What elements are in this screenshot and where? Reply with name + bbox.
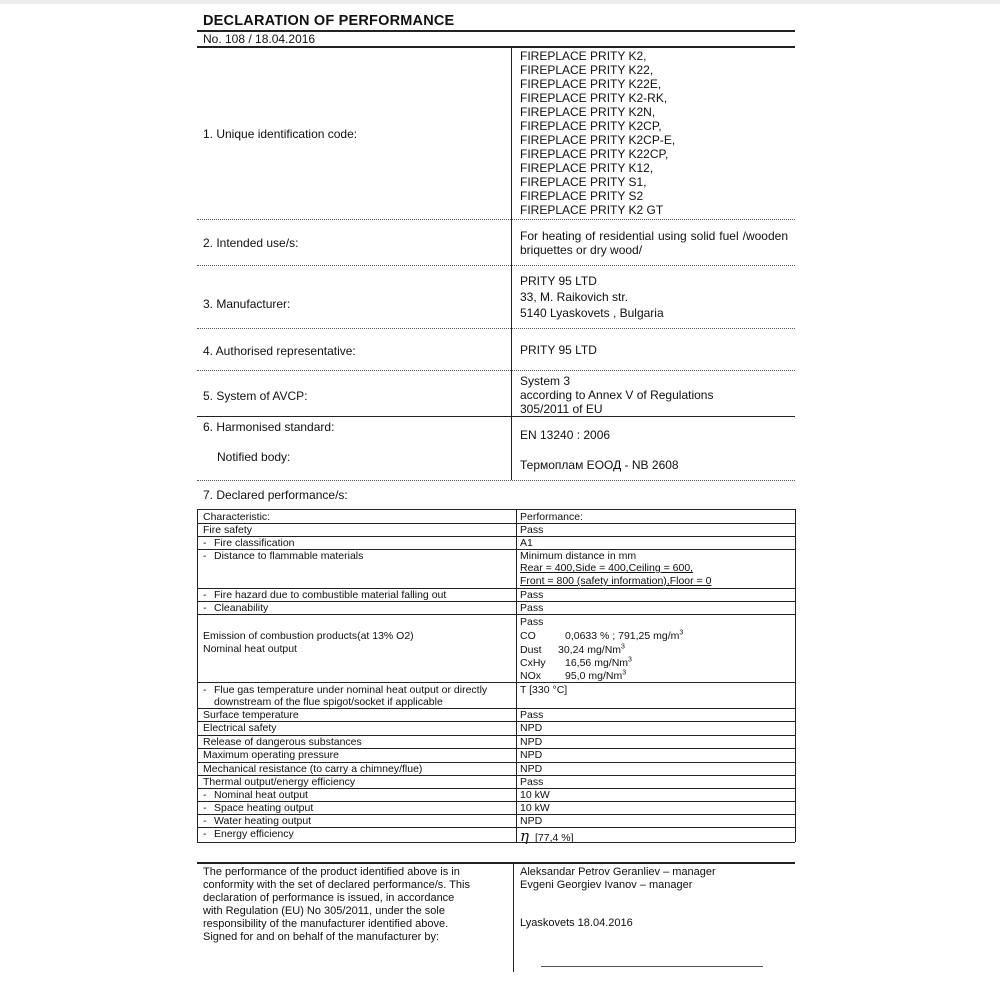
row-energy-efficiency-value: [77,4 %] bbox=[535, 832, 574, 844]
row-mechanical-resistance-value: NPD bbox=[520, 763, 543, 775]
row-surface-temperature: Surface temperature bbox=[203, 709, 299, 721]
declared-performance-label: 7. Declared performance/s: bbox=[203, 488, 348, 502]
row-distance-value-3: Front = 800 (safety information),Floor = 0 bbox=[520, 575, 712, 587]
statement-line: conformity with the set of declared performance/s. This bbox=[203, 879, 470, 891]
row-fire-safety: Fire safety bbox=[203, 524, 253, 536]
table-rule bbox=[197, 614, 795, 615]
column-divider bbox=[511, 46, 512, 480]
row-dash: - bbox=[203, 589, 207, 601]
intended-use-value: For heating of residential using solid fuel /wooden briquettes or dry wood/ bbox=[520, 229, 788, 257]
cxhy-value: 16,56 mg/Nm$^3$ bbox=[565, 656, 632, 669]
avcp-line: according to Annex V of Regulations bbox=[520, 388, 714, 402]
document-number: No. 108 / 18.04.2016 bbox=[203, 32, 316, 46]
row-thermal-output-value: Pass bbox=[520, 776, 544, 788]
code-item: FIREPLACE PRITY K2, bbox=[520, 49, 647, 63]
row-fire-safety-value: Pass bbox=[520, 524, 544, 536]
notified-body-value: Термоплам ЕООД - NB 2608 bbox=[520, 458, 679, 472]
table-rule bbox=[197, 509, 795, 510]
eta-symbol: η bbox=[520, 827, 529, 845]
avcp-line: 305/2011 of EU bbox=[520, 402, 603, 416]
row-dash: - bbox=[203, 537, 207, 549]
row-energy-efficiency: Energy efficiency bbox=[214, 828, 294, 840]
column-header-characteristic: Characteristic: bbox=[203, 511, 271, 523]
row-dash: - bbox=[203, 828, 207, 840]
row-dash: - bbox=[203, 684, 207, 696]
row-electrical-safety: Electrical safety bbox=[203, 722, 277, 734]
row-mechanical-resistance: Mechanical resistance (to carry a chimney/flue) bbox=[203, 763, 423, 775]
row-dash: - bbox=[203, 789, 207, 801]
representative-value: PRITY 95 LTD bbox=[520, 343, 597, 357]
rule bbox=[197, 416, 795, 417]
row-distance: Distance to flammable materials bbox=[214, 550, 364, 562]
row-fire-classification-value: A1 bbox=[520, 537, 533, 549]
document-title: DECLARATION OF PERFORMANCE bbox=[203, 13, 455, 29]
nox-label: NOx bbox=[520, 670, 541, 682]
page-top-shade bbox=[0, 0, 1000, 4]
signature-line bbox=[541, 966, 763, 967]
table-rule bbox=[197, 842, 795, 843]
code-item: FIREPLACE PRITY K22, bbox=[520, 63, 654, 77]
row-water-heating-output-value: NPD bbox=[520, 815, 543, 827]
code-item: FIREPLACE PRITY K22E, bbox=[520, 77, 662, 91]
divider bbox=[197, 219, 795, 220]
co-label: CO bbox=[520, 630, 536, 642]
co-value: 0,0633 % ; 791,25 $mg/m^3$ bbox=[565, 629, 684, 642]
harmonised-standard-label: 6. Harmonised standard: bbox=[203, 420, 335, 434]
address-line: PRITY 95 LTD bbox=[520, 274, 597, 288]
divider bbox=[197, 480, 795, 481]
unique-id-label: 1. Unique identification code: bbox=[203, 127, 358, 141]
avcp-line: System 3 bbox=[520, 374, 571, 388]
row-max-pressure: Maximum operating pressure bbox=[203, 749, 339, 761]
row-dangerous-substances: Release of dangerous substances bbox=[203, 736, 362, 748]
row-distance-value-1: Minimum distance in mm bbox=[520, 550, 637, 562]
dust-label: Dust bbox=[520, 644, 542, 656]
signer-2: Evgeni Georgiev Ivanov – manager bbox=[520, 879, 693, 891]
row-emission-heat-output: Nominal heat output bbox=[203, 643, 297, 655]
code-item: FIREPLACE PRITY K12, bbox=[520, 161, 654, 175]
code-item: FIREPLACE PRITY K2CP-E, bbox=[520, 133, 676, 147]
row-dash: - bbox=[203, 602, 207, 614]
table-border-right bbox=[795, 509, 796, 842]
code-item: FIREPLACE PRITY K2CP, bbox=[520, 119, 662, 133]
row-flue-gas: Flue gas temperature under nominal heat output or directly bbox=[214, 684, 488, 696]
statement-line: responsibility of the manufacturer identified above. bbox=[203, 918, 449, 930]
row-fire-hazard: Fire hazard due to combustible material falling out bbox=[214, 589, 447, 601]
code-item: FIREPLACE PRITY S1, bbox=[520, 175, 647, 189]
footer-divider bbox=[513, 862, 514, 972]
row-electrical-safety-value: NPD bbox=[520, 722, 543, 734]
row-fire-hazard-value: Pass bbox=[520, 589, 544, 601]
table-border-left bbox=[197, 509, 198, 842]
row-dash: - bbox=[203, 802, 207, 814]
statement-line: Signed for and on behalf of the manufacturer by: bbox=[203, 931, 440, 943]
unique-id-codes bbox=[520, 49, 675, 217]
notified-body-label: Notified body: bbox=[217, 450, 291, 464]
harmonised-standard-value: EN 13240 : 2006 bbox=[520, 428, 611, 442]
row-distance-value-2: Rear = 400,Side = 400,Ceiling = 600, bbox=[520, 562, 694, 574]
row-water-heating-output: Water heating output bbox=[214, 815, 312, 827]
statement-line: declaration of performance is issued, in accordance bbox=[203, 892, 455, 904]
row-nominal-heat-output: Nominal heat output bbox=[214, 789, 308, 801]
row-surface-temperature-value: Pass bbox=[520, 709, 544, 721]
row-fire-classification: Fire classification bbox=[214, 537, 295, 549]
cxhy-label: CxHy bbox=[520, 657, 546, 669]
row-cleanability: Cleanability bbox=[214, 602, 269, 614]
statement-line: The performance of the product identified above is in bbox=[203, 866, 460, 878]
representative-label: 4. Authorised representative: bbox=[203, 344, 356, 358]
signer-1: Aleksandar Petrov Geranliev – manager bbox=[520, 866, 716, 878]
code-item: FIREPLACE PRITY S2 bbox=[520, 189, 644, 203]
avcp-label: 5. System of AVCP: bbox=[203, 389, 308, 403]
row-emission-pass: Pass bbox=[520, 616, 544, 628]
table-rule bbox=[197, 721, 795, 722]
address-line: 5140 Lyaskovets , Bulgaria bbox=[520, 306, 664, 320]
row-cleanability-value: Pass bbox=[520, 602, 544, 614]
code-item: FIREPLACE PRITY K22CP, bbox=[520, 147, 669, 161]
code-item: FIREPLACE PRITY K2 GT bbox=[520, 203, 664, 217]
manufacturer-address bbox=[520, 273, 664, 321]
dust-value: 30,24 mg/Nm$^3$ bbox=[558, 643, 625, 656]
rule bbox=[197, 46, 795, 48]
row-flue-gas-value: T [330 °C] bbox=[520, 684, 568, 696]
table-rule bbox=[197, 682, 795, 683]
avcp-value bbox=[520, 374, 713, 416]
code-item: FIREPLACE PRITY K2N, bbox=[520, 105, 656, 119]
row-thermal-output: Thermal output/energy efficiency bbox=[203, 776, 356, 788]
row-emission: Emission of combustion products(at 13% O2) bbox=[203, 630, 414, 642]
row-space-heating-output-value: 10 kW bbox=[520, 802, 550, 814]
divider bbox=[197, 328, 795, 329]
footer-rule bbox=[197, 862, 795, 864]
row-dangerous-substances-value: NPD bbox=[520, 736, 543, 748]
table-rule bbox=[197, 523, 795, 524]
intended-use-label: 2. Intended use/s: bbox=[203, 236, 299, 250]
place-date: Lyaskovets 18.04.2016 bbox=[520, 917, 633, 929]
row-nominal-heat-output-value: 10 kW bbox=[520, 789, 550, 801]
row-space-heating-output: Space heating output bbox=[214, 802, 314, 814]
column-header-performance: Performance: bbox=[520, 511, 584, 523]
table-rule bbox=[197, 601, 795, 602]
statement-line: with Regulation (EU) No 305/2011, under the sole bbox=[203, 905, 445, 917]
code-item: FIREPLACE PRITY K2-RK, bbox=[520, 91, 668, 105]
row-max-pressure-value: NPD bbox=[520, 749, 543, 761]
address-line: 33, M. Raikovich str. bbox=[520, 290, 629, 304]
manufacturer-label: 3. Manufacturer: bbox=[203, 297, 291, 311]
row-flue-gas-2: downstream of the flue spigot/socket if applicable bbox=[214, 696, 443, 708]
nox-value: 95,0 mg/Nm$^3$ bbox=[565, 669, 627, 682]
divider bbox=[197, 265, 795, 266]
row-dash: - bbox=[203, 815, 207, 827]
row-dash: - bbox=[203, 550, 207, 562]
table-column-divider bbox=[516, 509, 517, 842]
divider bbox=[197, 370, 795, 371]
conformity-statement bbox=[203, 866, 470, 944]
